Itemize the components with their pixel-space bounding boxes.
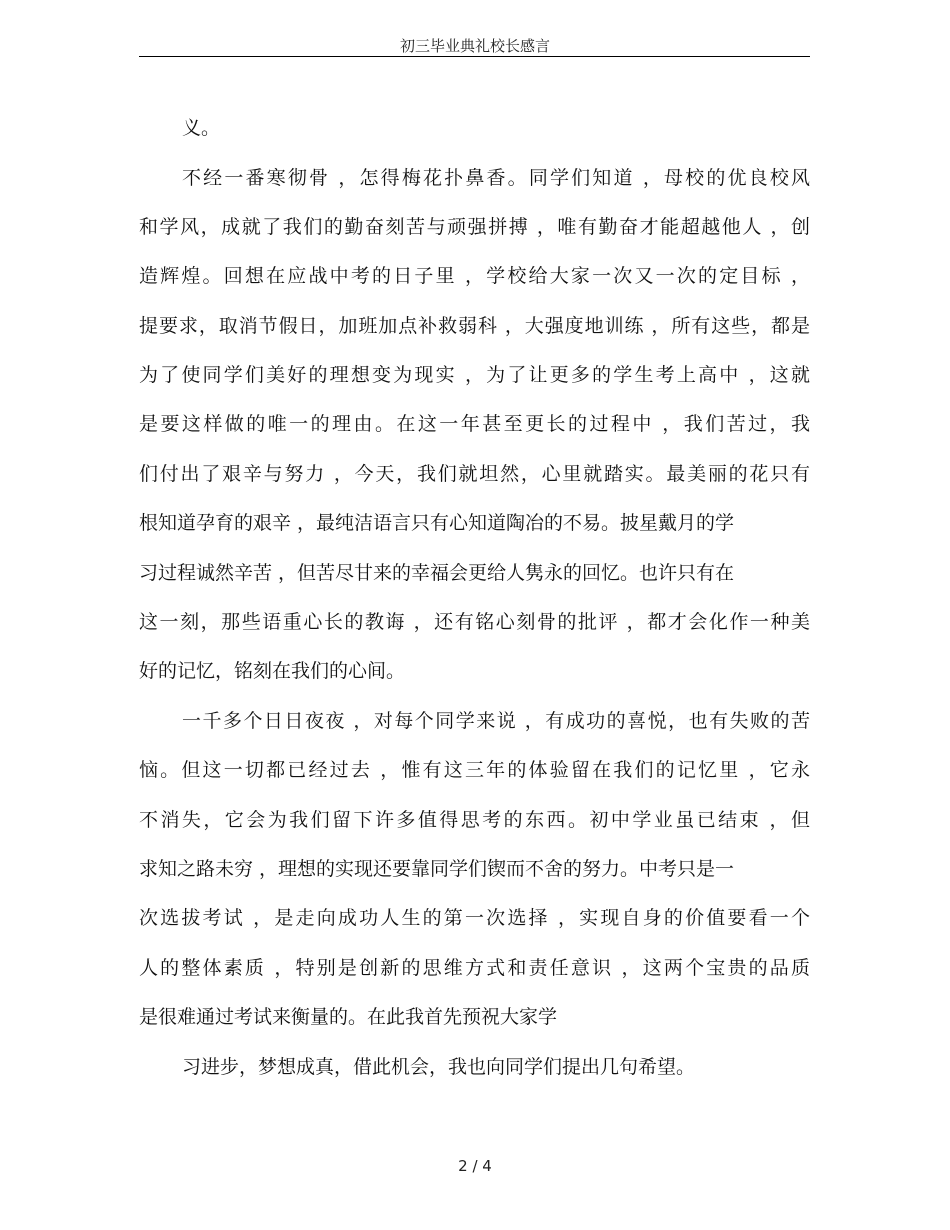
paragraph-line: 求知之路未穷 ，理想的实现还要靠同学们锲而不舍的努力。中考只是一 xyxy=(139,858,735,880)
paragraph-line: 不经一番寒彻骨 ，怎得梅花扑鼻香。同学们知道 ，母校的优良校风 xyxy=(182,167,810,189)
paragraph-line: 义。 xyxy=(182,117,221,139)
running-header-title: 初三毕业典礼校长感言 xyxy=(399,37,550,55)
header-divider xyxy=(139,56,810,57)
paragraph-line: 习进步，梦想成真，借此机会，我也向同学们提出几句希望。 xyxy=(182,1056,696,1078)
paragraph-line: 提要求，取消节假日，加班加点补救弱科 ，大强度地训练 ，所有这些，都是 xyxy=(139,315,810,337)
paragraph-line: 人的整体素质 ，特别是创新的思维方式和责任意识 ，这两个宝贵的品质 xyxy=(139,957,810,979)
page-number: 2 / 4 xyxy=(458,1157,492,1175)
paragraph-line: 习过程诚然辛苦 ，但苦尽甘来的幸福会更给人隽永的回忆。也许只有在 xyxy=(139,562,735,584)
paragraph-line: 一千多个日日夜夜 ，对每个同学来说 ，有成功的喜悦，也有失败的苦 xyxy=(182,710,810,732)
paragraph-line: 们付出了艰辛与努力 ，今天，我们就坦然，心里就踏实。最美丽的花只有 xyxy=(139,463,810,485)
paragraph-line: 根知道孕育的艰辛 ，最纯洁语言只有心知道陶冶的不易。披星戴月的学 xyxy=(139,512,735,534)
paragraph-line: 是很难通过考试来衡量的。在此我首先预祝大家学 xyxy=(139,1006,558,1028)
paragraph-line: 为了使同学们美好的理想变为现实 ，为了让更多的学生考上高中 ，这就 xyxy=(139,364,810,386)
paragraph-line: 好的记忆，铭刻在我们的心间。 xyxy=(139,660,406,682)
paragraph-line: 恼。但这一切都已经过去 ，惟有这三年的体验留在我们的记忆里 ，它永 xyxy=(139,759,810,781)
paragraph-line: 次选拔考试 ，是走向成功人生的第一次选择 ，实现自身的价值要看一个 xyxy=(139,907,810,929)
paragraph-line: 这一刻，那些语重心长的教诲 ，还有铭心刻骨的批评 ，都才会化作一种美 xyxy=(139,611,810,633)
paragraph-line: 造辉煌。回想在应战中考的日子里 ，学校给大家一次又一次的定目标 ， xyxy=(139,265,810,287)
paragraph-line: 和学风，成就了我们的勤奋刻苦与顽强拼搏 ，唯有勤奋才能超越他人 ，创 xyxy=(139,216,810,238)
paragraph-line: 不消失，它会为我们留下许多值得思考的东西。初中学业虽已结束 ，但 xyxy=(139,809,810,831)
paragraph-line: 是要这样做的唯一的理由。在这一年甚至更长的过程中 ，我们苦过，我 xyxy=(139,413,810,435)
